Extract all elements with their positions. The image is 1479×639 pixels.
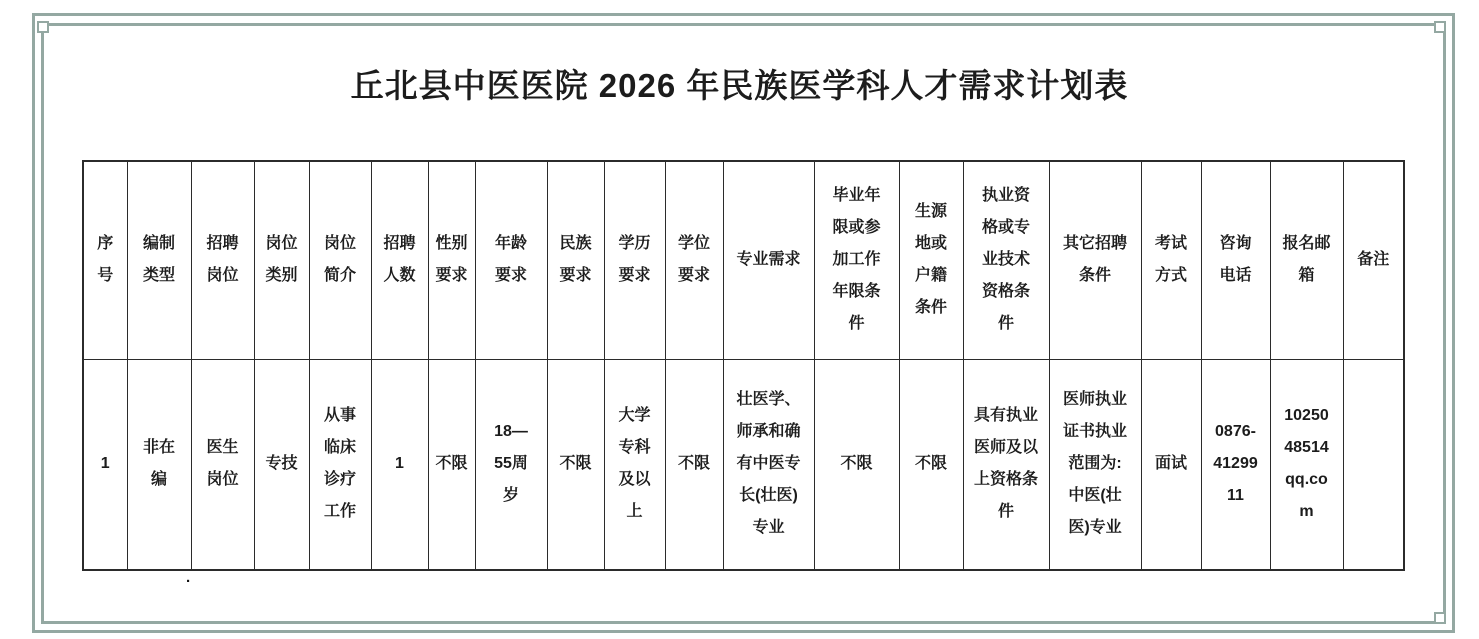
table-body-row-group	[83, 359, 1404, 570]
header-cell: 编制 类型	[127, 161, 191, 359]
recruitment-table	[82, 160, 1405, 571]
table-cell: 不限	[814, 359, 899, 570]
table-cell: 1	[371, 359, 428, 570]
header-cell: 序 号	[83, 161, 127, 359]
header-cell: 招聘 岗位	[191, 161, 254, 359]
table-header-row	[83, 161, 1404, 359]
header-cell: 民族 要求	[547, 161, 604, 359]
table-cell: 1	[83, 359, 127, 570]
table-cell: 18— 55周 岁	[475, 359, 547, 570]
table-cell: 不限	[547, 359, 604, 570]
page-title: 丘北县中医医院 2026 年民族医学科人才需求计划表	[350, 67, 1129, 104]
header-cell: 招聘 人数	[371, 161, 428, 359]
header-cell: 备注	[1343, 161, 1404, 359]
header-cell: 岗位 简介	[309, 161, 371, 359]
table-row	[83, 359, 1404, 570]
header-cell: 专业需求	[723, 161, 814, 359]
table-cell: 医师执业 证书执业 范围为: 中医(壮 医)专业	[1049, 359, 1141, 570]
table-cell: 面试	[1141, 359, 1201, 570]
table-cell: 医生 岗位	[191, 359, 254, 570]
table-cell: 大学 专科 及以 上	[604, 359, 665, 570]
table-cell: 壮医学、 师承和确 有中医专 长(壮医) 专业	[723, 359, 814, 570]
table-cell: 从事 临床 诊疗 工作	[309, 359, 371, 570]
table-cell: 10250 48514 qq.co m	[1270, 359, 1343, 570]
header-cell: 考试 方式	[1141, 161, 1201, 359]
header-cell: 毕业年 限或参 加工作 年限条 件	[814, 161, 899, 359]
table-cell	[1343, 359, 1404, 570]
header-cell: 学历 要求	[604, 161, 665, 359]
header-cell: 性别 要求	[428, 161, 475, 359]
selection-handle-top-right[interactable]	[1434, 21, 1446, 33]
table-cell: 专技	[254, 359, 309, 570]
header-cell: 其它招聘 条件	[1049, 161, 1141, 359]
table-cell: 不限	[899, 359, 963, 570]
table-cell: 非在 编	[127, 359, 191, 570]
selection-handle-top-left[interactable]	[37, 21, 49, 33]
header-cell: 岗位 类别	[254, 161, 309, 359]
table-header-row-group	[83, 161, 1404, 359]
stray-period-mark: .	[186, 569, 191, 586]
table-cell: 不限	[665, 359, 723, 570]
header-cell: 报名邮 箱	[1270, 161, 1343, 359]
table-cell: 0876- 41299 11	[1201, 359, 1270, 570]
header-cell: 执业资 格或专 业技术 资格条 件	[963, 161, 1049, 359]
table-cell: 不限	[428, 359, 475, 570]
header-cell: 咨询 电话	[1201, 161, 1270, 359]
header-cell: 学位 要求	[665, 161, 723, 359]
table-cell: 具有执业 医师及以 上资格条 件	[963, 359, 1049, 570]
header-cell: 生源 地或 户籍 条件	[899, 161, 963, 359]
header-cell: 年龄 要求	[475, 161, 547, 359]
selection-handle-bottom-right[interactable]	[1434, 612, 1446, 624]
